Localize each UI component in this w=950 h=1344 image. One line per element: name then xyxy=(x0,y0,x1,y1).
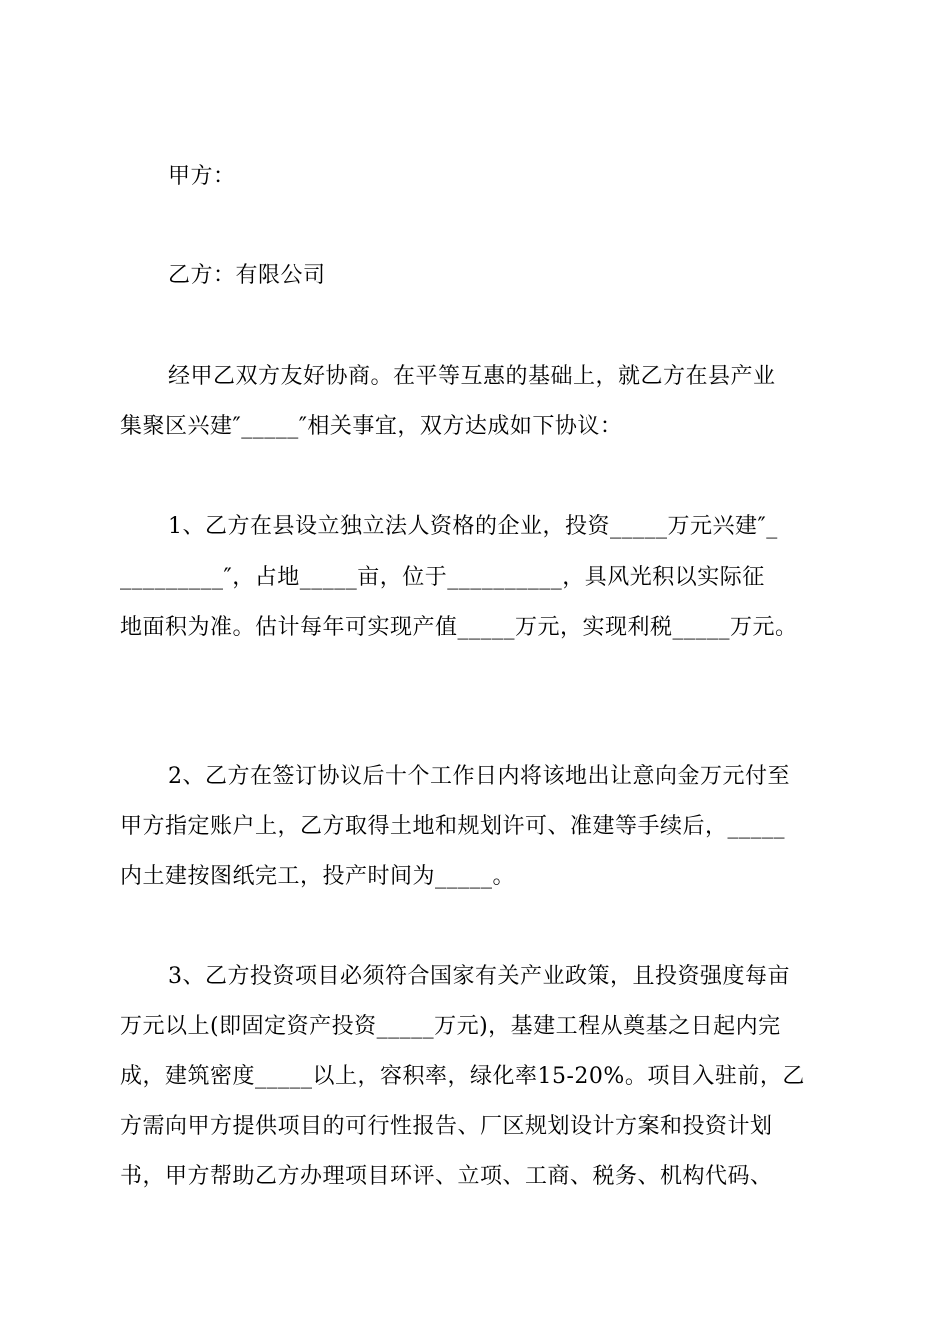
clause2-line-1: 2、乙方在签订协议后十个工作日内将该地出让意向金万元付至 xyxy=(168,764,790,789)
clause3-line-4: 方需向甲方提供项目的可行性报告、厂区规划设计方案和投资计划 xyxy=(120,1114,773,1139)
clause2-line-3: 内土建按图纸完工，投产时间为_____。 xyxy=(120,864,516,889)
clause3-line-3: 成，建筑密度_____以上，容积率，绿化率15-20%。项目入驻前，乙 xyxy=(120,1064,805,1089)
intro-line-1: 经甲乙双方友好协商。在平等互惠的基础上，就乙方在县产业 xyxy=(168,364,776,389)
clause1-line-1: 1、乙方在县设立独立法人资格的企业，投资_____万元兴建″_ xyxy=(168,514,778,539)
party-b-line: 乙方：有限公司 xyxy=(168,263,326,288)
clause1-line-2: _________″，占地_____亩，位于__________，具风光积以实际征 xyxy=(120,565,765,590)
clause1-line-3: 地面积为准。估计每年可实现产值_____万元，实现利税_____万元。 xyxy=(120,615,798,640)
party-a-line: 甲方： xyxy=(168,164,236,189)
clause2-line-2: 甲方指定账户上，乙方取得土地和规划许可、准建等手续后，_____ xyxy=(120,814,786,839)
clause3-line-2: 万元以上(即固定资产投资_____万元)，基建工程从奠基之日起内完 xyxy=(120,1014,781,1039)
clause3-line-5: 书，甲方帮助乙方办理项目环评、立项、工商、税务、机构代码、 xyxy=(120,1164,773,1189)
intro-line-2: 集聚区兴建″_____″相关事宜，双方达成如下协议： xyxy=(120,414,623,439)
clause3-line-1: 3、乙方投资项目必须符合国家有关产业政策，且投资强度每亩 xyxy=(168,964,790,989)
